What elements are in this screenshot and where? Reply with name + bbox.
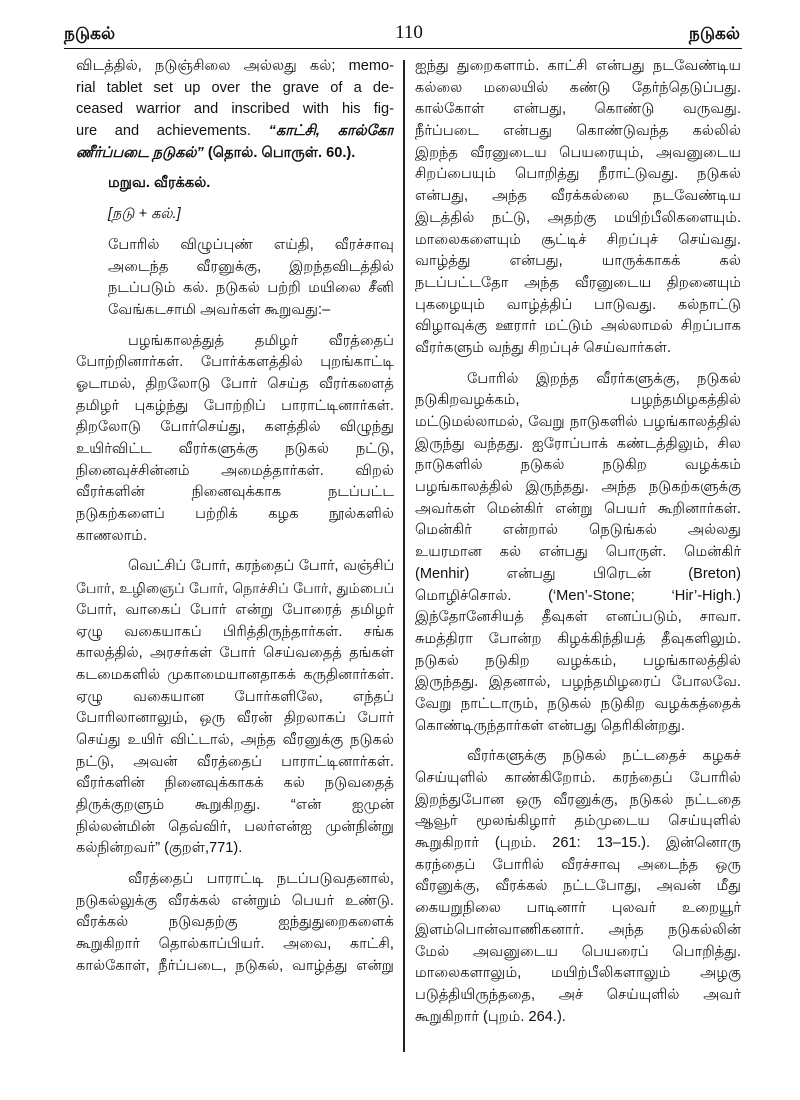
text-line: வீரர்களுக்கு நடுகல் நட்டதைச் கழகச் <box>467 748 741 765</box>
text-line: காலத்தில், அரசர்கள் போர் செய்வதைத் தங்கள் <box>76 645 394 662</box>
text-line: வீரர்களின் நினைவுக்காகக் கல் நடுவதைத் <box>76 775 394 792</box>
text-line: ஆவூர் மூலங்கிழார் தம்முடைய செய்யுளில் <box>415 813 741 830</box>
text-line: கரந்தைப் போரில் வீரச்சாவு அடைந்த ஒரு <box>415 856 741 873</box>
text-line: மட்டுமல்லாமல், வேறு நாடுகளில் பழங்காலத்தில் <box>415 414 741 430</box>
text-line: நடுகல் நடுகிற வழக்கம், பழங்காலத்தில் <box>415 652 741 669</box>
text-line: வேறு நாட்டாரும், நடுகல் நடுகிற வழக்கத்தைக் <box>415 695 741 712</box>
text-line: கூறுகிறார் (புறம். 264.). <box>415 1008 566 1025</box>
text-line: rial tablet set up over the grave of a de- <box>76 79 394 96</box>
text-line: படுத்தியிருந்ததை, அச் செய்யுளில் அவர் <box>415 986 741 1003</box>
text-line: இருந்து வந்தது. ஐரோப்பாக் கண்டத்திலும், சில <box>415 435 741 452</box>
text-line: செய்து உயிர் விட்டால், அந்த வீரனுக்கு நடுகல் <box>76 731 394 748</box>
text-line: நினைவுச்சின்னம் அமைத்தார்கள். விறல் <box>76 462 394 479</box>
text-line: நடப்படும் கல். நடுகல் பற்றி மயிலை சீனி <box>108 280 394 297</box>
meaning-paragraph <box>76 235 394 322</box>
text-line: பழங்காலத்தில் இருந்தது. அந்த நடுகற்களுக்கு <box>415 479 741 496</box>
text-line: அவர்கள் மென்கிர் என்று பெயர் கூறினார்கள். <box>415 500 741 517</box>
text-line: இந்தோனேசியத் தீவுகள் எனப்படும், சாவா. <box>415 609 741 626</box>
text-line: நாடுகளில் நடுகல் நடுகிற வழக்கம் <box>415 457 741 474</box>
text-line: இறந்துபோன ஒரு வீரனுக்கு, நடுகல் நட்டதை <box>415 791 741 808</box>
text-line: வீரத்தைப் பாராட்டி நடப்படுவதனால், <box>128 871 394 888</box>
text-line: சுமத்திரா போன்ற கிழக்கிந்தியத் தீவுகளிலும். <box>415 630 741 647</box>
text-line <box>76 121 394 143</box>
quotation: “காட்சி, கால்கோ <box>268 123 394 140</box>
text-line: நட்டு, அவன் வீரத்தைப் பாராட்டினார்கள். <box>76 753 394 770</box>
text-line: தமிழர் புகழ்ந்து போற்றிப் பாராட்டினார்கள். <box>76 397 394 414</box>
text-line <box>76 143 394 165</box>
body-paragraph <box>76 869 394 977</box>
text-line: நடப்பட்டதோ அந்த வீரனுடைய திறனையும் <box>415 274 741 291</box>
text-line: திறலோடு போர்செய்து, களத்தில் விழுந்து <box>76 419 394 436</box>
text-line: கால்கோள், நீர்ப்படை, நடுகல், வாழ்த்து என்று <box>76 957 394 974</box>
text-line: மாலைகளையும் சூட்டிச் சிறப்புச் செய்வது. <box>415 231 741 248</box>
text-line: வேங்கடசாமி அவர்கள் கூறுவது:– <box>108 301 331 318</box>
text-line: வீரர்களும் வந்து சிறப்புச் செய்வார்கள். <box>415 339 672 356</box>
text-line: ஏழு வகையான போர்களிலே, எந்தப் <box>76 688 394 705</box>
text-line: வீரர்களின் நினைவுக்காக நடப்பட்ட <box>76 484 394 501</box>
text-line: நீர்ப்படை என்பது கொண்டுவந்த கல்லில் <box>415 123 741 140</box>
text-line: விடத்தில், நடுஞ்சிலை அல்லது கல்; memo- <box>76 58 394 74</box>
text-line: இளம்பொன்வாணிகனார். அந்த நடுகல்லின் <box>415 921 741 938</box>
body-paragraph <box>76 331 394 548</box>
body-paragraph <box>76 556 394 860</box>
body-paragraph <box>415 369 741 738</box>
text-line: வாழ்த்து என்பது, யாருக்காகக் கல் <box>415 253 741 270</box>
column-divider <box>403 60 405 1052</box>
text-line: நடுகல்லுக்கு வீரக்கல் என்றும் பெயர் உண்டு. <box>76 892 394 909</box>
text-line: கொண்டிருந்தார்கள் என்பது தெரிகின்றது. <box>415 717 685 734</box>
text-line: என்பது, அந்த வீரக்கல்லை நடவேண்டிய <box>415 188 741 205</box>
text-line: வீரக்கல் நடுவதற்கு ஐந்துதுறைகளைக் <box>76 914 394 931</box>
page-number: 110 <box>395 22 423 43</box>
etymology-line: [நடு + கல்.] <box>108 206 181 223</box>
text-line: கூறுகிறார் தொல்காப்பியர். அவை, காட்சி, <box>76 936 394 953</box>
text-line: போரிலானாலும், ஒரு வீரன் திறலாகப் போர் <box>76 710 394 727</box>
text-line: வீரனுக்கு, வீரக்கல் நட்டபோது, அவன் மீது <box>415 878 741 895</box>
text-line: அடைந்த வீரனுக்கு, இறந்தவிடத்தில் <box>108 258 394 275</box>
header-right-title: நடுகல் <box>688 24 740 43</box>
text-line: ceased warrior and inscribed with his fig- <box>76 101 394 118</box>
text-line: இறந்த வீரனுடைய பெயரையும், அவனுடைய <box>415 144 741 161</box>
text-line: மாலைகளாலும், மயிற்பீலிகளாலும் அழகு <box>415 965 741 982</box>
text-line: சிறப்பையும் பொறித்து நீராட்டுவது. நடுகல் <box>415 166 741 183</box>
citation: (தொல். பொருள். 60.). <box>203 144 356 161</box>
text-line: புகழையும் வாழ்த்திப் பாடுவது. கல்நாட்டு <box>415 296 741 313</box>
text-fragment: ure and achievements. <box>76 123 269 140</box>
text-line: கல்லை மலையில் கண்டு தேர்ந்தெடுப்பது. <box>415 79 741 96</box>
text-line: இருந்தது. இதனால், பழந்தமிழரைப் போலவே. <box>415 674 741 691</box>
text-line: கூறுகிறார் (புறம். 261: 13–15.). இன்னொரு <box>415 835 741 852</box>
running-header <box>64 14 742 49</box>
text-line: ஓடாமல், திறலோடு போர் செய்த வீரர்களைத் <box>76 375 394 392</box>
body-paragraph <box>415 56 741 360</box>
text-line: போரில் இறந்த வீரர்களுக்கு, நடுகல் <box>467 370 741 387</box>
text-line: ஐந்து துறைகளாம். காட்சி என்பது நடவேண்டிய <box>415 58 741 74</box>
text-line: நடுகற்களைப் பற்றிக் கழக நூல்களில் <box>76 506 394 523</box>
text-line: வெட்சிப் போர், கரந்தைப் போர், வஞ்சிப் <box>128 558 394 575</box>
synonym-line: மறுவ. வீரக்கல். <box>108 175 211 192</box>
text-line: கல்நின்றவர்” (குறள்,771). <box>76 840 243 857</box>
text-line: உயரமான கல் என்பது பொருள். மென்கிர் <box>415 544 741 561</box>
text-line: மொழிச்சொல். (‘Men’-Stone; ‘Hir’-High.) <box>415 587 741 604</box>
text-line: கடமைகளில் முகாமையானதாகக் கருதினார்கள். <box>76 666 394 683</box>
text-line: கால்கோள் என்பது, கொண்டு வருவது. <box>415 101 741 118</box>
header-left-title: நடுகல் <box>64 24 116 43</box>
text-line: மேல் அவனுடைய பெயரைப் பொறித்து. <box>415 943 741 960</box>
body-paragraph <box>415 746 741 1028</box>
text-line: பழங்காலத்துத் தமிழர் வீரத்தைப் <box>128 332 394 349</box>
text-line: (Menhir) என்பது பிரெடன் (Breton) <box>415 565 741 582</box>
text-line: கையறுநிலை பாடினார் புலவர் உறையூர் <box>415 900 741 917</box>
text-line: நடுகிறவழக்கம், பழந்தமிழகத்தில் <box>415 392 741 409</box>
text-line: ஏழு வகையாகப் பிரித்திருந்தார்கள். சங்க <box>76 623 394 640</box>
text-line: போற்றினார்கள். போர்க்களத்தில் புறங்காட்டி <box>76 354 394 371</box>
text-line: விழாவுக்கு ஊரார் மட்டும் அல்லாமல் சிறப்பாக <box>415 318 741 335</box>
text-line: திருக்குறளும் கூறுகிறது. “என் ஐமுன் <box>76 797 394 813</box>
text-line: இடத்தில் நட்டு, அதற்கு மயிற்பீலிகளையும். <box>415 209 741 226</box>
text-line: செய்யுளில் காண்கிறோம். கரந்தைப் போரில் <box>415 770 741 786</box>
quotation: ணீர்ப்படை நடுகல்” <box>76 144 204 161</box>
definition-paragraph <box>76 56 394 164</box>
text-line: காணலாம். <box>76 527 148 544</box>
left-column <box>76 56 394 978</box>
text-line: மென்கிர் என்றால் நெடுங்கல் அல்லது <box>415 522 741 539</box>
text-line: நில்லன்மின் தெவ்விர், பலர்என்ஐ முன்நின்று <box>76 818 394 835</box>
text-line: போர், வாகைப் போர் என்று போரைத் தமிழர் <box>76 601 394 618</box>
right-column <box>415 56 741 1028</box>
text-line: உயிர்விட்ட வீரர்களுக்கு நடுகல் நட்டு, <box>76 441 394 457</box>
text-line: போரில் விழுப்புண் எய்தி, வீரச்சாவு <box>108 236 394 253</box>
text-line: போர், உழிஞைப் போர், நொச்சிப் போர், தும்பைப் <box>76 580 394 597</box>
